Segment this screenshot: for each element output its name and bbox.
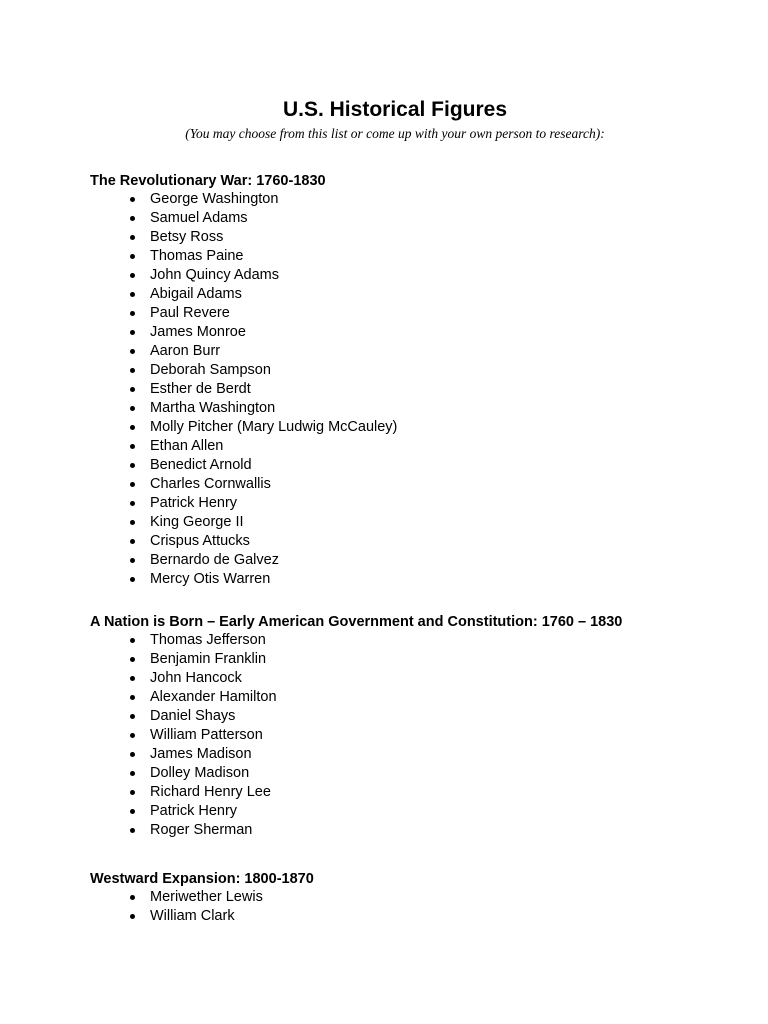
- bullet-icon: [130, 733, 135, 738]
- figure-name: John Hancock: [150, 670, 242, 686]
- list-item: [90, 437, 750, 456]
- list-item: [90, 323, 750, 342]
- page-title: U.S. Historical Figures: [282, 98, 508, 121]
- bullet-icon: [130, 914, 135, 919]
- figure-name: James Monroe: [150, 324, 246, 340]
- list-item: [90, 247, 750, 266]
- figure-name: James Madison: [150, 746, 252, 762]
- figure-name: Thomas Jefferson: [150, 632, 266, 648]
- list-item: [90, 821, 750, 840]
- list-item: [90, 726, 750, 745]
- bullet-icon: [130, 577, 135, 582]
- bullet-icon: [130, 197, 135, 202]
- bullet-icon: [130, 444, 135, 449]
- bullet-icon: [130, 809, 135, 814]
- bullet-icon: [130, 714, 135, 719]
- list-item: [90, 888, 750, 907]
- figure-name: Benjamin Franklin: [150, 651, 267, 667]
- figure-name: Ethan Allen: [150, 438, 224, 454]
- list-item: [90, 707, 750, 726]
- bullet-icon: [130, 463, 135, 468]
- list-item: [90, 285, 750, 304]
- figure-list: [90, 190, 750, 589]
- figure-list: [90, 888, 750, 926]
- figure-name: Benedict Arnold: [150, 457, 252, 473]
- bullet-icon: [130, 771, 135, 776]
- list-item: [90, 399, 750, 418]
- list-item: [90, 650, 750, 669]
- bullet-icon: [130, 235, 135, 240]
- figure-name: Patrick Henry: [150, 495, 238, 511]
- figure-name: Martha Washington: [150, 400, 276, 416]
- bullet-icon: [130, 273, 135, 278]
- list-item: [90, 228, 750, 247]
- bullet-icon: [130, 520, 135, 525]
- list-item: [90, 783, 750, 802]
- section-westward-expansion: [90, 869, 750, 926]
- bullet-icon: [130, 828, 135, 833]
- list-item: [90, 513, 750, 532]
- figure-name: Meriwether Lewis: [150, 889, 263, 905]
- bullet-icon: [130, 790, 135, 795]
- figure-name: William Clark: [150, 908, 235, 924]
- bullet-icon: [130, 406, 135, 411]
- figure-name: Crispus Attucks: [150, 533, 250, 549]
- section-revolutionary-war: [90, 171, 750, 589]
- list-item: [90, 570, 750, 589]
- bullet-icon: [130, 895, 135, 900]
- list-item: [90, 190, 750, 209]
- list-item: [90, 745, 750, 764]
- list-item: [90, 266, 750, 285]
- figure-list: [90, 631, 750, 840]
- section-heading: A Nation is Born – Early American Government and Constitution: 1760 – 1830: [90, 614, 623, 630]
- list-item: [90, 209, 750, 228]
- figure-name: Esther de Berdt: [150, 381, 251, 397]
- list-item: [90, 907, 750, 926]
- bullet-icon: [130, 558, 135, 563]
- bullet-icon: [130, 676, 135, 681]
- list-item: [90, 456, 750, 475]
- bullet-icon: [130, 695, 135, 700]
- bullet-icon: [130, 752, 135, 757]
- figure-name: Roger Sherman: [150, 822, 253, 838]
- figure-name: William Patterson: [150, 727, 263, 743]
- bullet-icon: [130, 539, 135, 544]
- figure-name: John Quincy Adams: [150, 267, 279, 283]
- figure-name: George Washington: [150, 191, 279, 207]
- figure-name: Mercy Otis Warren: [150, 571, 271, 587]
- bullet-icon: [130, 349, 135, 354]
- list-item: [90, 380, 750, 399]
- list-item: [90, 631, 750, 650]
- list-item: [90, 475, 750, 494]
- list-item: [90, 688, 750, 707]
- bullet-icon: [130, 482, 135, 487]
- list-item: [90, 361, 750, 380]
- bullet-icon: [130, 657, 135, 662]
- figure-name: Dolley Madison: [150, 765, 250, 781]
- figure-name: King George II: [150, 514, 244, 530]
- figure-name: Bernardo de Galvez: [150, 552, 279, 568]
- figure-name: Samuel Adams: [150, 210, 248, 226]
- bullet-icon: [130, 638, 135, 643]
- list-item: [90, 669, 750, 688]
- section-heading: Westward Expansion: 1800-1870: [90, 871, 314, 887]
- bullet-icon: [130, 292, 135, 297]
- figure-name: Paul Revere: [150, 305, 230, 321]
- list-item: [90, 342, 750, 361]
- figure-name: Molly Pitcher (Mary Ludwig McCauley): [150, 419, 398, 435]
- figure-name: Charles Cornwallis: [150, 476, 271, 492]
- figure-name: Daniel Shays: [150, 708, 236, 724]
- page-subtitle: (You may choose from this list or come up with your own person to research):: [185, 126, 605, 141]
- bullet-icon: [130, 387, 135, 392]
- bullet-icon: [130, 425, 135, 430]
- list-item: [90, 418, 750, 437]
- bullet-icon: [130, 254, 135, 259]
- list-item: [90, 494, 750, 513]
- figure-name: Betsy Ross: [150, 229, 224, 245]
- section-heading: The Revolutionary War: 1760-1830: [90, 173, 326, 189]
- section-nation-is-born: [90, 612, 750, 840]
- bullet-icon: [130, 216, 135, 221]
- figure-name: Alexander Hamilton: [150, 689, 277, 705]
- list-item: [90, 304, 750, 323]
- figure-name: Thomas Paine: [150, 248, 244, 264]
- figure-name: Deborah Sampson: [150, 362, 271, 378]
- bullet-icon: [130, 311, 135, 316]
- list-item: [90, 802, 750, 821]
- bullet-icon: [130, 501, 135, 506]
- figure-name: Patrick Henry: [150, 803, 238, 819]
- bullet-icon: [130, 330, 135, 335]
- list-item: [90, 532, 750, 551]
- list-item: [90, 551, 750, 570]
- bullet-icon: [130, 368, 135, 373]
- figure-name: Aaron Burr: [150, 343, 221, 359]
- figure-name: Richard Henry Lee: [150, 784, 271, 800]
- list-item: [90, 764, 750, 783]
- figure-name: Abigail Adams: [150, 286, 242, 302]
